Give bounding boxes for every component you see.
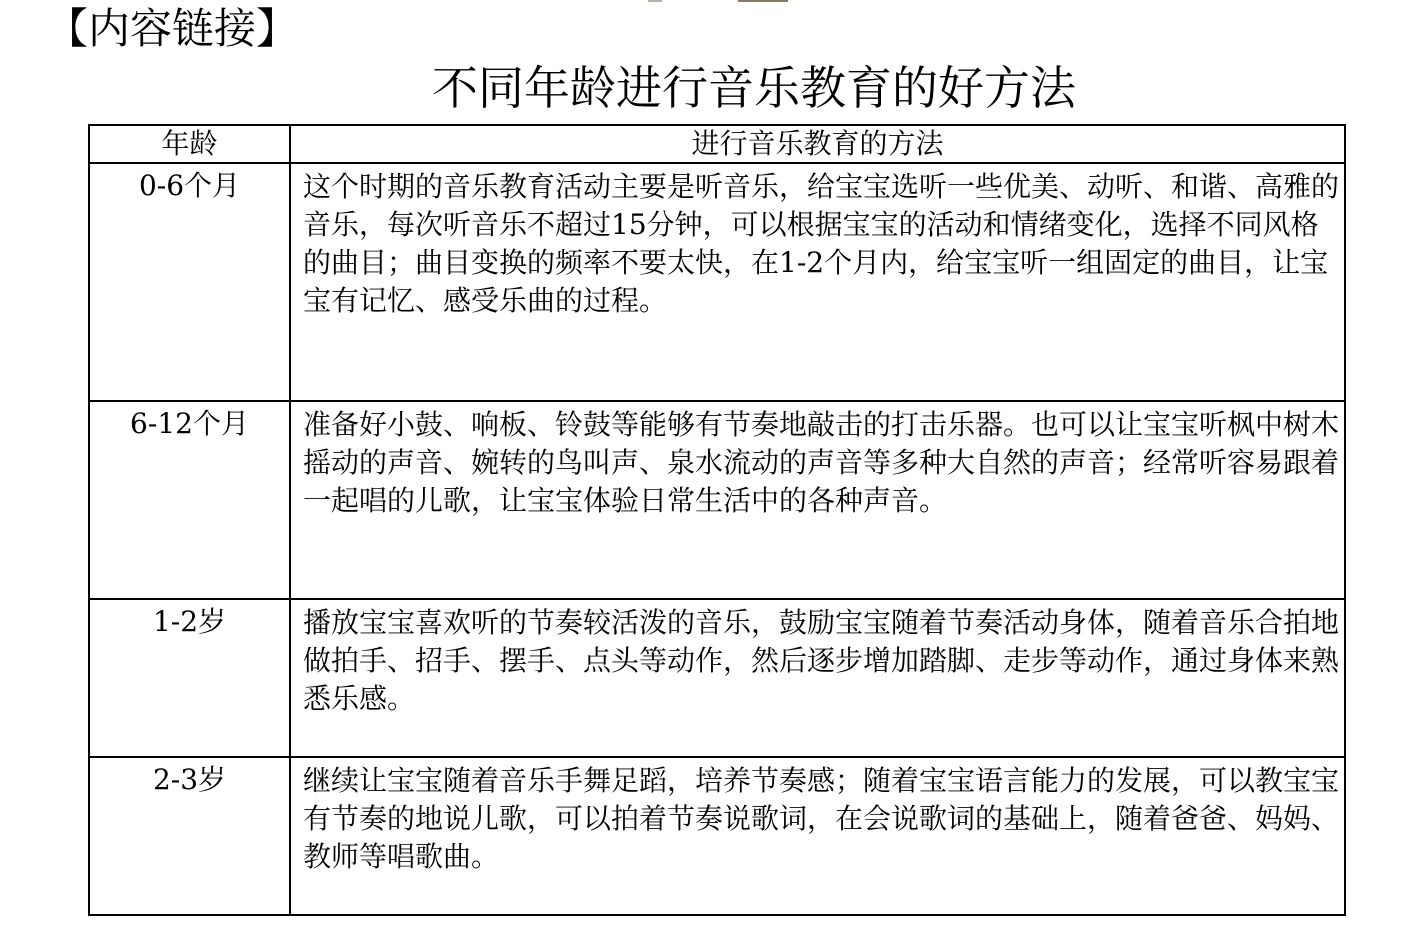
section-label: 【内容链接】 bbox=[46, 4, 299, 53]
table-row bbox=[89, 599, 1345, 757]
header-method: 进行音乐教育的方法 bbox=[290, 125, 1345, 163]
method-cell: 播放宝宝喜欢听的节奏较活泼的音乐，鼓励宝宝随着节奏活动身体，随着音乐合拍地做拍手、招手、摆手、点头等动作，然后逐步增加踏脚、走步等动作，通过身体来熟悉乐感。 bbox=[290, 599, 1345, 757]
age-cell: 2-3岁 bbox=[89, 757, 290, 915]
table-header-row bbox=[89, 125, 1345, 163]
header-age: 年龄 bbox=[89, 125, 290, 163]
table-row bbox=[89, 163, 1345, 401]
top-edge-mark bbox=[738, 0, 788, 2]
top-edge-mark bbox=[648, 0, 662, 2]
method-cell: 这个时期的音乐教育活动主要是听音乐，给宝宝选听一些优美、动听、和谐、高雅的音乐，每次听音乐不超过15分钟，可以根据宝宝的活动和情绪变化，选择不同风格的曲目；曲目变换的频率不要太快，在1-2个月内，给宝宝听一组固定的曲目，让宝宝有记忆、感受乐曲的过程。 bbox=[290, 163, 1345, 401]
method-cell: 准备好小鼓、响板、铃鼓等能够有节奏地敲击的打击乐器。也可以让宝宝听枫中树木摇动的声音、婉转的鸟叫声、泉水流动的声音等多种大自然的声音；经常听容易跟着一起唱的儿歌，让宝宝体验日常生活中的各种声音。 bbox=[290, 401, 1345, 599]
music-education-table bbox=[88, 124, 1346, 916]
age-cell: 1-2岁 bbox=[89, 599, 290, 757]
table-row bbox=[89, 757, 1345, 915]
method-cell: 继续让宝宝随着音乐手舞足蹈，培养节奏感；随着宝宝语言能力的发展，可以教宝宝有节奏的地说儿歌，可以拍着节奏说歌词，在会说歌词的基础上，随着爸爸、妈妈、教师等唱歌曲。 bbox=[290, 757, 1345, 915]
age-cell: 6-12个月 bbox=[89, 401, 290, 599]
table-row bbox=[89, 401, 1345, 599]
age-cell: 0-6个月 bbox=[89, 163, 290, 401]
document-title: 不同年龄进行音乐教育的好方法 bbox=[432, 61, 1076, 115]
